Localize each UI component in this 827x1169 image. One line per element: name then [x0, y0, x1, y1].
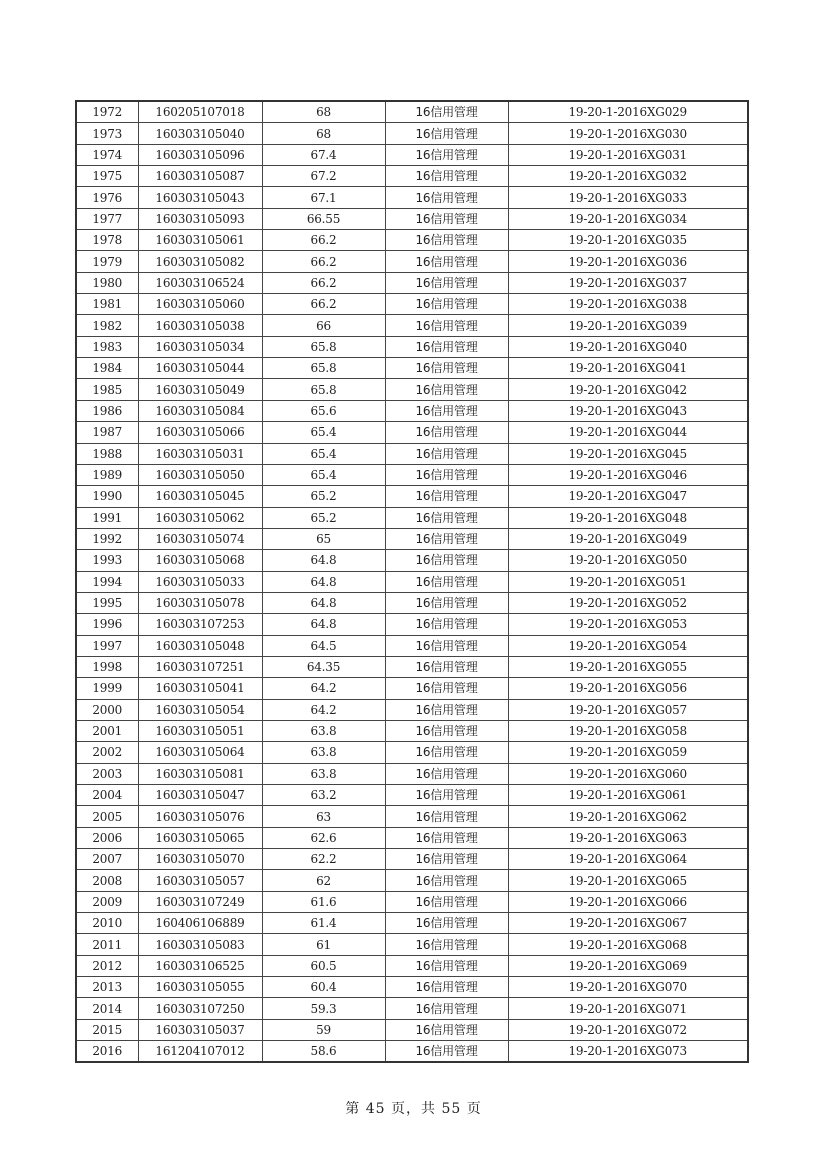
table-row — [76, 592, 748, 613]
rank-cell: 2011 — [76, 934, 138, 955]
score-cell: 58.6 — [262, 1041, 385, 1063]
major-cell: 16信用管理 — [385, 720, 508, 741]
student-id-cell: 160303105034 — [138, 336, 262, 357]
major-cell: 16信用管理 — [385, 251, 508, 272]
major-cell: 16信用管理 — [385, 699, 508, 720]
rank-cell: 1991 — [76, 507, 138, 528]
score-cell: 65.4 — [262, 422, 385, 443]
table-row — [76, 955, 748, 976]
table-row — [76, 785, 748, 806]
table-row — [76, 849, 748, 870]
rank-cell: 1997 — [76, 635, 138, 656]
code-cell: 19-20-1-2016XG064 — [508, 849, 748, 870]
rank-cell: 2006 — [76, 827, 138, 848]
table-row — [76, 870, 748, 891]
student-id-cell: 161204107012 — [138, 1041, 262, 1063]
rank-cell: 2012 — [76, 955, 138, 976]
major-cell: 16信用管理 — [385, 101, 508, 123]
page-footer: 第 45 页，共 55 页 — [345, 1101, 482, 1117]
table-row — [76, 977, 748, 998]
score-cell: 65.2 — [262, 507, 385, 528]
table-row — [76, 827, 748, 848]
student-id-cell: 160303105057 — [138, 870, 262, 891]
table-row — [76, 806, 748, 827]
score-cell: 59.3 — [262, 998, 385, 1019]
major-cell: 16信用管理 — [385, 166, 508, 187]
major-cell: 16信用管理 — [385, 849, 508, 870]
code-cell: 19-20-1-2016XG044 — [508, 422, 748, 443]
code-cell: 19-20-1-2016XG043 — [508, 400, 748, 421]
student-id-cell: 160303105041 — [138, 678, 262, 699]
student-id-cell: 160406106889 — [138, 913, 262, 934]
score-cell: 65.8 — [262, 336, 385, 357]
student-id-cell: 160303107249 — [138, 891, 262, 912]
major-cell: 16信用管理 — [385, 187, 508, 208]
table-row — [76, 550, 748, 571]
student-id-cell: 160303105082 — [138, 251, 262, 272]
table-row — [76, 934, 748, 955]
table-row — [76, 571, 748, 592]
code-cell: 19-20-1-2016XG060 — [508, 763, 748, 784]
rank-cell: 2009 — [76, 891, 138, 912]
major-cell: 16信用管理 — [385, 955, 508, 976]
code-cell: 19-20-1-2016XG035 — [508, 230, 748, 251]
rank-cell: 1985 — [76, 379, 138, 400]
major-cell: 16信用管理 — [385, 977, 508, 998]
score-cell: 66.2 — [262, 294, 385, 315]
score-cell: 62.6 — [262, 827, 385, 848]
score-cell: 59 — [262, 1019, 385, 1040]
student-id-cell: 160303105045 — [138, 486, 262, 507]
student-id-cell: 160303105078 — [138, 592, 262, 613]
rank-cell: 1995 — [76, 592, 138, 613]
score-cell: 63.8 — [262, 720, 385, 741]
code-cell: 19-20-1-2016XG029 — [508, 101, 748, 123]
student-id-cell: 160303105070 — [138, 849, 262, 870]
rank-cell: 1974 — [76, 144, 138, 165]
major-cell: 16信用管理 — [385, 891, 508, 912]
major-cell: 16信用管理 — [385, 379, 508, 400]
student-id-cell: 160205107018 — [138, 101, 262, 123]
rank-cell: 1993 — [76, 550, 138, 571]
table-row — [76, 507, 748, 528]
student-id-cell: 160303107251 — [138, 656, 262, 677]
rank-cell: 2015 — [76, 1019, 138, 1040]
code-cell: 19-20-1-2016XG061 — [508, 785, 748, 806]
code-cell: 19-20-1-2016XG030 — [508, 123, 748, 144]
rank-cell: 1987 — [76, 422, 138, 443]
major-cell: 16信用管理 — [385, 422, 508, 443]
score-cell: 64.8 — [262, 550, 385, 571]
code-cell: 19-20-1-2016XG034 — [508, 208, 748, 229]
rank-cell: 1982 — [76, 315, 138, 336]
score-cell: 65 — [262, 528, 385, 549]
score-cell: 65.6 — [262, 400, 385, 421]
rank-cell: 1986 — [76, 400, 138, 421]
major-cell: 16信用管理 — [385, 592, 508, 613]
rank-cell: 1999 — [76, 678, 138, 699]
rank-cell: 1983 — [76, 336, 138, 357]
score-cell: 62.2 — [262, 849, 385, 870]
table-row — [76, 1041, 748, 1063]
code-cell: 19-20-1-2016XG055 — [508, 656, 748, 677]
major-cell: 16信用管理 — [385, 400, 508, 421]
code-cell: 19-20-1-2016XG031 — [508, 144, 748, 165]
rank-cell: 1976 — [76, 187, 138, 208]
table-row — [76, 422, 748, 443]
table-row — [76, 1019, 748, 1040]
score-cell: 63.2 — [262, 785, 385, 806]
major-cell: 16信用管理 — [385, 230, 508, 251]
score-cell: 61.4 — [262, 913, 385, 934]
code-cell: 19-20-1-2016XG039 — [508, 315, 748, 336]
major-cell: 16信用管理 — [385, 742, 508, 763]
score-cell: 63 — [262, 806, 385, 827]
student-id-cell: 160303105055 — [138, 977, 262, 998]
code-cell: 19-20-1-2016XG062 — [508, 806, 748, 827]
score-cell: 66.2 — [262, 230, 385, 251]
score-cell: 64.8 — [262, 571, 385, 592]
table-row — [76, 144, 748, 165]
table-row — [76, 742, 748, 763]
score-cell: 62 — [262, 870, 385, 891]
table-row — [76, 699, 748, 720]
score-cell: 64.8 — [262, 614, 385, 635]
major-cell: 16信用管理 — [385, 1019, 508, 1040]
student-id-cell: 160303105038 — [138, 315, 262, 336]
major-cell: 16信用管理 — [385, 934, 508, 955]
score-cell: 67.4 — [262, 144, 385, 165]
rank-cell: 1979 — [76, 251, 138, 272]
student-id-cell: 160303105083 — [138, 934, 262, 955]
major-cell: 16信用管理 — [385, 550, 508, 571]
table-row — [76, 379, 748, 400]
major-cell: 16信用管理 — [385, 464, 508, 485]
rank-cell: 1981 — [76, 294, 138, 315]
major-cell: 16信用管理 — [385, 208, 508, 229]
score-cell: 66.55 — [262, 208, 385, 229]
major-cell: 16信用管理 — [385, 486, 508, 507]
rank-cell: 1990 — [76, 486, 138, 507]
code-cell: 19-20-1-2016XG058 — [508, 720, 748, 741]
major-cell: 16信用管理 — [385, 785, 508, 806]
rank-cell: 1988 — [76, 443, 138, 464]
student-id-cell: 160303106525 — [138, 955, 262, 976]
rank-cell: 2005 — [76, 806, 138, 827]
table-row — [76, 101, 748, 123]
score-cell: 61.6 — [262, 891, 385, 912]
student-id-cell: 160303105074 — [138, 528, 262, 549]
student-id-cell: 160303105084 — [138, 400, 262, 421]
major-cell: 16信用管理 — [385, 656, 508, 677]
score-cell: 60.5 — [262, 955, 385, 976]
code-cell: 19-20-1-2016XG042 — [508, 379, 748, 400]
major-cell: 16信用管理 — [385, 870, 508, 891]
score-cell: 67.2 — [262, 166, 385, 187]
table-row — [76, 400, 748, 421]
table-row — [76, 251, 748, 272]
code-cell: 19-20-1-2016XG057 — [508, 699, 748, 720]
rank-cell: 2007 — [76, 849, 138, 870]
student-id-cell: 160303105062 — [138, 507, 262, 528]
code-cell: 19-20-1-2016XG069 — [508, 955, 748, 976]
student-id-cell: 160303105076 — [138, 806, 262, 827]
code-cell: 19-20-1-2016XG049 — [508, 528, 748, 549]
rank-cell: 1980 — [76, 272, 138, 293]
major-cell: 16信用管理 — [385, 678, 508, 699]
rank-cell: 2001 — [76, 720, 138, 741]
score-cell: 65.2 — [262, 486, 385, 507]
table-row — [76, 913, 748, 934]
student-id-cell: 160303105068 — [138, 550, 262, 571]
student-id-cell: 160303105031 — [138, 443, 262, 464]
table-row — [76, 678, 748, 699]
code-cell: 19-20-1-2016XG045 — [508, 443, 748, 464]
table-row — [76, 187, 748, 208]
code-cell: 19-20-1-2016XG040 — [508, 336, 748, 357]
rank-cell: 2010 — [76, 913, 138, 934]
code-cell: 19-20-1-2016XG033 — [508, 187, 748, 208]
code-cell: 19-20-1-2016XG056 — [508, 678, 748, 699]
code-cell: 19-20-1-2016XG054 — [508, 635, 748, 656]
rank-cell: 1978 — [76, 230, 138, 251]
rank-cell: 1984 — [76, 358, 138, 379]
major-cell: 16信用管理 — [385, 443, 508, 464]
student-id-cell: 160303105050 — [138, 464, 262, 485]
score-cell: 64.35 — [262, 656, 385, 677]
code-cell: 19-20-1-2016XG051 — [508, 571, 748, 592]
table-row — [76, 166, 748, 187]
rank-cell: 2004 — [76, 785, 138, 806]
code-cell: 19-20-1-2016XG050 — [508, 550, 748, 571]
code-cell: 19-20-1-2016XG063 — [508, 827, 748, 848]
student-id-cell: 160303105043 — [138, 187, 262, 208]
table-row — [76, 315, 748, 336]
student-id-cell: 160303107253 — [138, 614, 262, 635]
code-cell: 19-20-1-2016XG068 — [508, 934, 748, 955]
student-id-cell: 160303105065 — [138, 827, 262, 848]
table-row — [76, 230, 748, 251]
code-cell: 19-20-1-2016XG053 — [508, 614, 748, 635]
student-id-cell: 160303105087 — [138, 166, 262, 187]
table-row — [76, 528, 748, 549]
table-row — [76, 763, 748, 784]
score-cell: 65.4 — [262, 443, 385, 464]
rank-cell: 1989 — [76, 464, 138, 485]
major-cell: 16信用管理 — [385, 635, 508, 656]
student-id-cell: 160303105047 — [138, 785, 262, 806]
rank-cell: 1998 — [76, 656, 138, 677]
score-cell: 64.2 — [262, 699, 385, 720]
rank-cell: 2014 — [76, 998, 138, 1019]
major-cell: 16信用管理 — [385, 123, 508, 144]
score-cell: 67.1 — [262, 187, 385, 208]
rank-cell: 1972 — [76, 101, 138, 123]
code-cell: 19-20-1-2016XG048 — [508, 507, 748, 528]
major-cell: 16信用管理 — [385, 998, 508, 1019]
score-cell: 64.8 — [262, 592, 385, 613]
code-cell: 19-20-1-2016XG052 — [508, 592, 748, 613]
code-cell: 19-20-1-2016XG065 — [508, 870, 748, 891]
table-row — [76, 464, 748, 485]
score-cell: 66 — [262, 315, 385, 336]
score-cell: 63.8 — [262, 742, 385, 763]
code-cell: 19-20-1-2016XG059 — [508, 742, 748, 763]
score-cell: 60.4 — [262, 977, 385, 998]
rank-cell: 1975 — [76, 166, 138, 187]
code-cell: 19-20-1-2016XG072 — [508, 1019, 748, 1040]
major-cell: 16信用管理 — [385, 913, 508, 934]
rank-cell: 1977 — [76, 208, 138, 229]
table-row — [76, 358, 748, 379]
student-id-cell: 160303105051 — [138, 720, 262, 741]
code-cell: 19-20-1-2016XG032 — [508, 166, 748, 187]
score-table — [75, 100, 749, 1063]
code-cell: 19-20-1-2016XG046 — [508, 464, 748, 485]
table-row — [76, 998, 748, 1019]
rank-cell: 1994 — [76, 571, 138, 592]
major-cell: 16信用管理 — [385, 358, 508, 379]
student-id-cell: 160303105040 — [138, 123, 262, 144]
score-cell: 61 — [262, 934, 385, 955]
major-cell: 16信用管理 — [385, 507, 508, 528]
code-cell: 19-20-1-2016XG071 — [508, 998, 748, 1019]
score-cell: 65.8 — [262, 379, 385, 400]
major-cell: 16信用管理 — [385, 806, 508, 827]
rank-cell: 2000 — [76, 699, 138, 720]
table-row — [76, 891, 748, 912]
rank-cell: 2013 — [76, 977, 138, 998]
score-cell: 64.5 — [262, 635, 385, 656]
student-id-cell: 160303105061 — [138, 230, 262, 251]
student-id-cell: 160303105081 — [138, 763, 262, 784]
score-cell: 66.2 — [262, 251, 385, 272]
score-cell: 64.2 — [262, 678, 385, 699]
major-cell: 16信用管理 — [385, 336, 508, 357]
score-cell: 66.2 — [262, 272, 385, 293]
student-id-cell: 160303105044 — [138, 358, 262, 379]
student-id-cell: 160303105066 — [138, 422, 262, 443]
student-id-cell: 160303105064 — [138, 742, 262, 763]
table-row — [76, 635, 748, 656]
code-cell: 19-20-1-2016XG038 — [508, 294, 748, 315]
major-cell: 16信用管理 — [385, 614, 508, 635]
rank-cell: 1996 — [76, 614, 138, 635]
major-cell: 16信用管理 — [385, 763, 508, 784]
major-cell: 16信用管理 — [385, 827, 508, 848]
student-id-cell: 160303105096 — [138, 144, 262, 165]
score-cell: 65.4 — [262, 464, 385, 485]
score-cell: 68 — [262, 101, 385, 123]
rank-cell: 2002 — [76, 742, 138, 763]
table-row — [76, 614, 748, 635]
student-id-cell: 160303105037 — [138, 1019, 262, 1040]
student-id-cell: 160303105049 — [138, 379, 262, 400]
code-cell: 19-20-1-2016XG070 — [508, 977, 748, 998]
table-row — [76, 208, 748, 229]
student-id-cell: 160303107250 — [138, 998, 262, 1019]
rank-cell: 2003 — [76, 763, 138, 784]
rank-cell: 2016 — [76, 1041, 138, 1063]
major-cell: 16信用管理 — [385, 315, 508, 336]
student-id-cell: 160303105093 — [138, 208, 262, 229]
code-cell: 19-20-1-2016XG066 — [508, 891, 748, 912]
student-id-cell: 160303105048 — [138, 635, 262, 656]
major-cell: 16信用管理 — [385, 1041, 508, 1063]
table-row — [76, 443, 748, 464]
major-cell: 16信用管理 — [385, 144, 508, 165]
code-cell: 19-20-1-2016XG036 — [508, 251, 748, 272]
table-row — [76, 294, 748, 315]
code-cell: 19-20-1-2016XG041 — [508, 358, 748, 379]
student-id-cell: 160303106524 — [138, 272, 262, 293]
score-cell: 68 — [262, 123, 385, 144]
table-row — [76, 123, 748, 144]
student-id-cell: 160303105060 — [138, 294, 262, 315]
score-cell: 63.8 — [262, 763, 385, 784]
major-cell: 16信用管理 — [385, 571, 508, 592]
rank-cell: 1973 — [76, 123, 138, 144]
table-row — [76, 336, 748, 357]
code-cell: 19-20-1-2016XG047 — [508, 486, 748, 507]
score-cell: 65.8 — [262, 358, 385, 379]
code-cell: 19-20-1-2016XG037 — [508, 272, 748, 293]
rank-cell: 2008 — [76, 870, 138, 891]
table-row — [76, 272, 748, 293]
table-row — [76, 486, 748, 507]
rank-cell: 1992 — [76, 528, 138, 549]
student-id-cell: 160303105054 — [138, 699, 262, 720]
major-cell: 16信用管理 — [385, 272, 508, 293]
table-row — [76, 720, 748, 741]
student-id-cell: 160303105033 — [138, 571, 262, 592]
code-cell: 19-20-1-2016XG067 — [508, 913, 748, 934]
table-row — [76, 656, 748, 677]
code-cell: 19-20-1-2016XG073 — [508, 1041, 748, 1063]
table-body — [76, 101, 748, 1062]
major-cell: 16信用管理 — [385, 528, 508, 549]
major-cell: 16信用管理 — [385, 294, 508, 315]
